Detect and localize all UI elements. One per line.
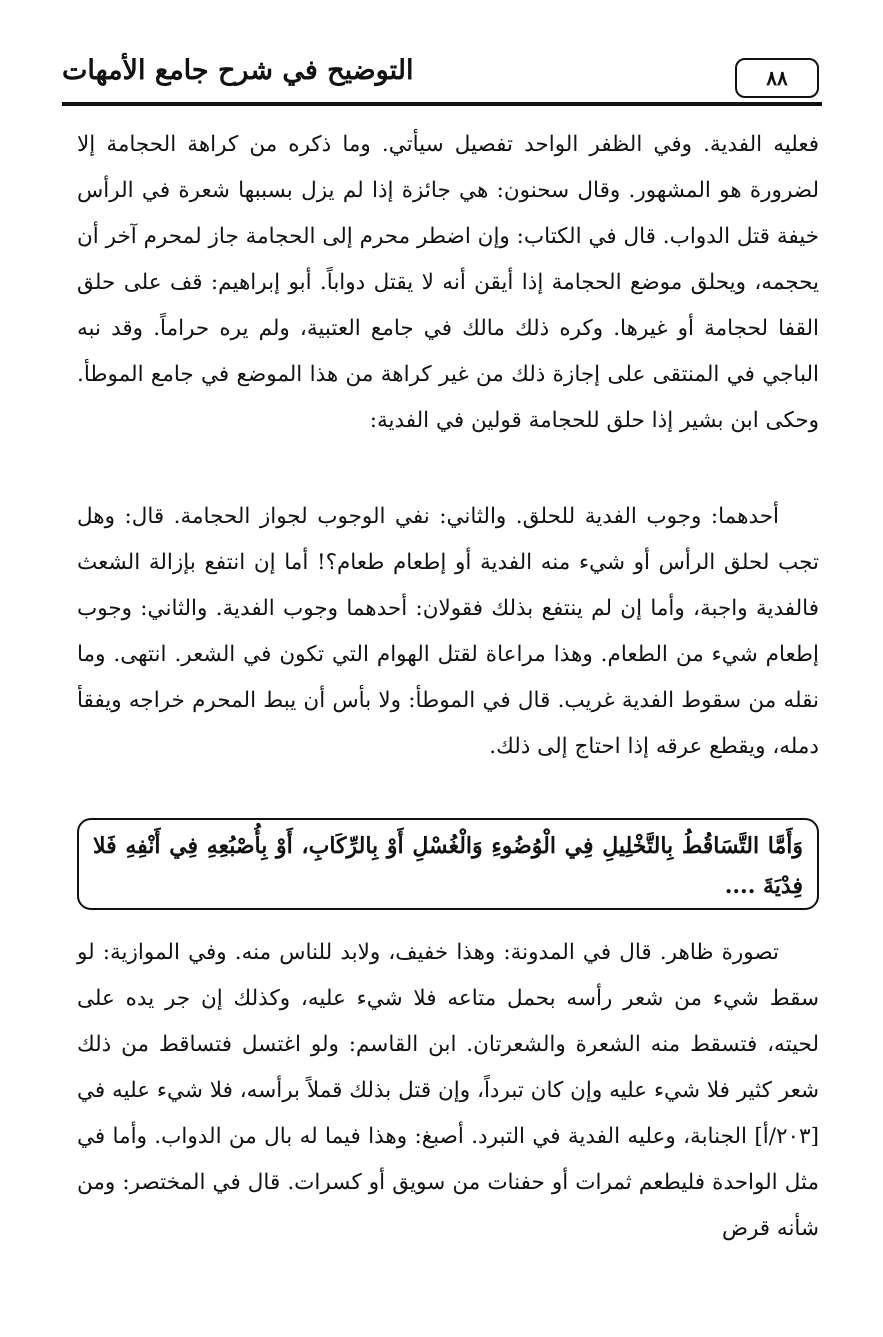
matn-text: وَأَمَّا التَّسَاقُطُ بِالتَّخْلِيلِ فِي الْوُضُوءِ وَالْغُسْلِ أَوْ بِالرِّكَابِ، أَوْ بِأُصْبُعِهِ فِي أَنْفِهِ فَلا فِدْيَةَ .... <box>93 833 803 899</box>
paragraph-3-text: تصورة ظاهر. قال في المدونة: وهذا خفيف، ولابد للناس منه. وفي الموازية: لو سقط شيء من شعر رأسه بحمل متاعه فلا شيء عليه، وكذلك إن جر يده على لحيته، فتسقط منه الشعرة والشعرتان. ابن القاسم: ولو اغتسل فتساقط من ذلك شعر كثير فلا شيء عليه وإن كان تبرداً، وإن قتل بذلك قملاً برأسه، فلا شيء عليه في [٢٠٣/أ] الجنابة، وعليه الفدية في التبرد. أصبغ: وهذا فيما له بال من الدواب. وأما في مثل الواحدة فليطعم ثمرات أو حفنات من سويق أو كسرات. قال في المختصر: ومن شأنه قرض <box>77 940 819 1241</box>
matn-box <box>77 818 819 910</box>
paragraph-1 <box>77 122 819 444</box>
paragraph-2-text: أحدهما: وجوب الفدية للحلق. والثاني: نفي الوجوب لجواز الحجامة. قال: وهل تجب لحلق الرأس أو شيء منه الفدية أو إطعام طعام؟! أما إن انتفع بإزالة الشعث فالفدية واجبة، وأما إن لم ينتفع بذلك فقولان: أحدهما وجوب الفدية. والثاني: وجوب إطعام شيء من الطعام. وهذا مراعاة لقتل الهوام التي تكون في الشعر. انتهى. وما نقله من سقوط الفدية غريب. قال في الموطأ: ولا بأس أن يبط المحرم خراجه ويفقأ دمله، ويقطع عرقه إذا احتاج إلى ذلك. <box>77 504 819 759</box>
paragraph-2 <box>77 494 819 770</box>
page-number: ٨٨ <box>735 58 819 98</box>
running-title: التوضيح في شرح جامع الأمهات <box>62 55 414 86</box>
header-rule <box>62 102 822 106</box>
paragraph-3 <box>77 930 819 1252</box>
paragraph-1-text: فعليه الفدية. وفي الظفر الواحد تفصيل سيأتي. وما ذكره من كراهة الحجامة إلا لضرورة هو المشهور. وقال سحنون: هي جائزة إذا لم يزل بسببها شعرة في الرأس خيفة قتل الدواب. قال في الكتاب: وإن اضطر محرم إلى الحجامة جاز لمحرم آخر أن يحجمه، ويحلق موضع الحجامة إذا أيقن أنه لا يقتل دواباً. أبو إبراهيم: قف على حلق القفا لحجامة أو غيرها. وكره ذلك مالك في جامع العتبية، ولم يره حراماً. وقد نبه الباجي في المنتقى على إجازة ذلك من غير كراهة من هذا الموضع في جامع الموطأ. وحكى ابن بشير إذا حلق للحجامة قولين في الفدية: <box>77 132 819 433</box>
page-header <box>62 55 822 107</box>
